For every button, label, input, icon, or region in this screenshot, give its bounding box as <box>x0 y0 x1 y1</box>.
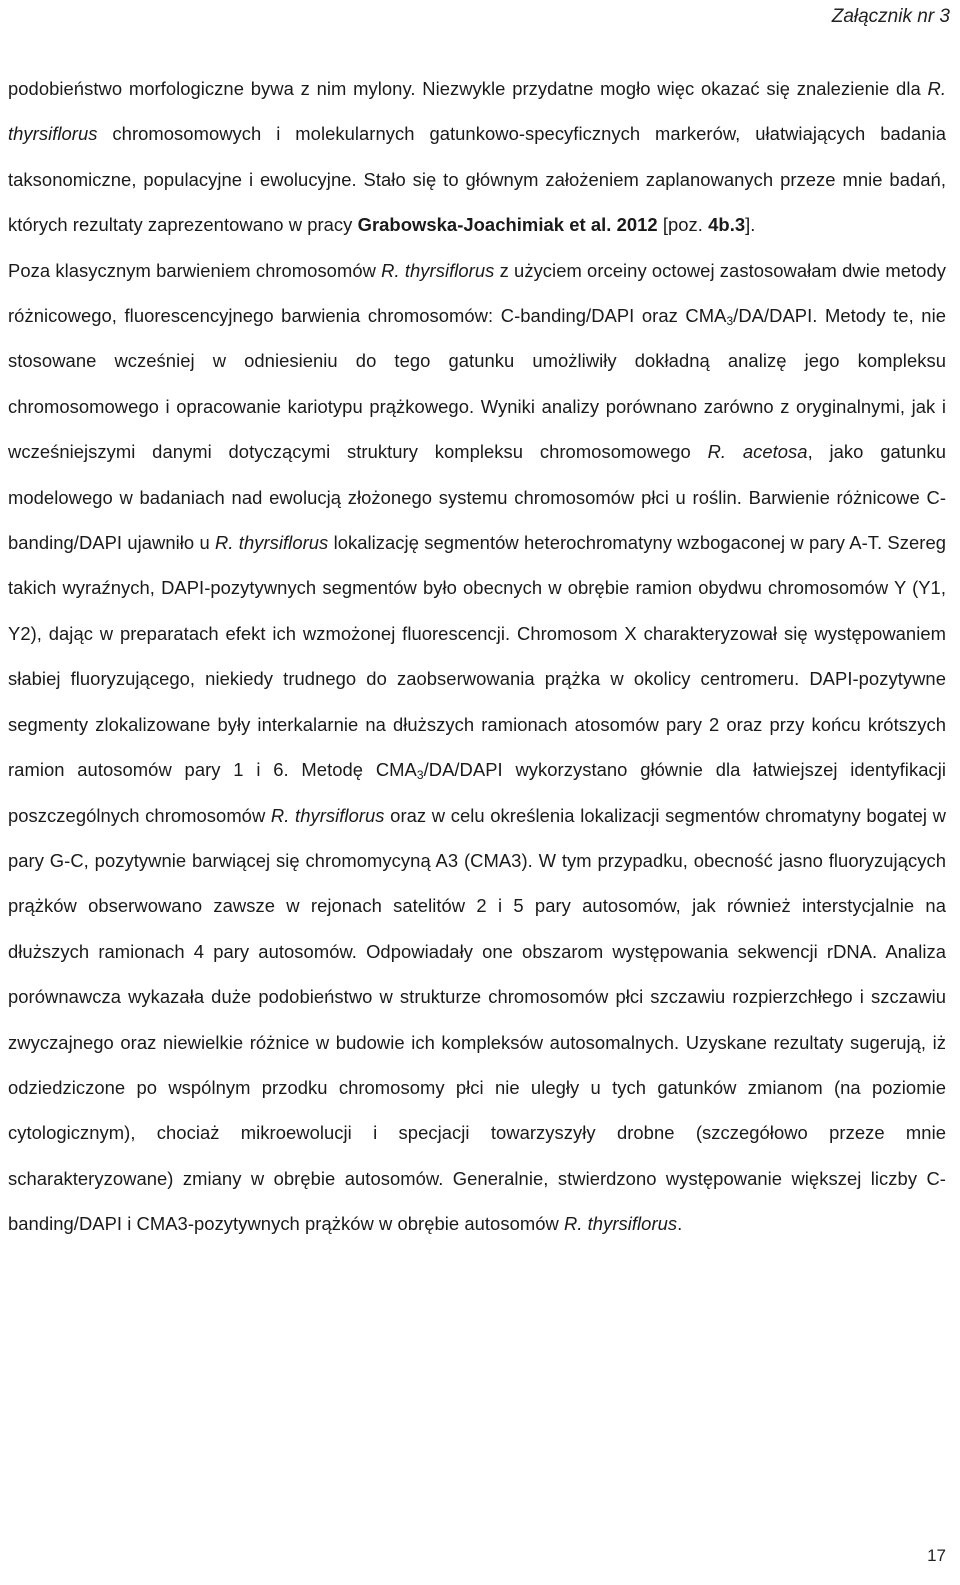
species-name: R. thyrsiflorus <box>381 259 495 281</box>
text-run: , jako gatunku modelowego w badaniach nad ewolucją złożonego systemu chromosomów płci u roślin. Barwienie różnicowe C-banding/DAPI ujawniło u <box>8 441 946 554</box>
text-run: z użyciem orceiny octowej zastosowałam dwie metody różnicowego, fluorescencyjnego barwienia chromosomów: C-banding/DAPI oraz CMA <box>8 259 946 327</box>
subscript: 3 <box>416 768 424 783</box>
species-name: R. thyrsiflorus <box>564 1213 678 1235</box>
paragraph-2 <box>8 248 946 1247</box>
species-name: R. acetosa <box>707 441 808 463</box>
species-name: R. thyrsiflorus <box>215 532 329 554</box>
citation-authors: Grabowska-Joachimiak et al. 2012 <box>357 214 658 236</box>
text-run: . <box>677 1213 683 1235</box>
paragraph-1 <box>8 66 946 248</box>
citation-bracket: [poz. <box>657 214 709 236</box>
main-text <box>8 66 946 1247</box>
page-header: Załącznik nr 3 <box>831 6 950 27</box>
species-name: R. thyrsiflorus <box>8 78 946 145</box>
text-run: /DA/DAPI. Metody te, nie stosowane wcześniej w odniesieniu do tego gatunku umożliwiły dokładną analizę jego kompleksu chromosomowego i opracowanie kariotypu prążkowego. Wyniki analizy porównano zarówno z oryginalnymi, jak i wcześniejszymi danymi dotyczącymi struktury kompleksu chromosomowego <box>8 305 946 463</box>
citation-bracket: ]. <box>745 214 756 236</box>
text-run: /DA/DAPI wykorzystano głównie dla łatwiejszej identyfikacji poszczególnych chromosomów <box>8 759 946 826</box>
citation-position: 4b.3 <box>708 214 746 236</box>
text-run: chromosomowych i molekularnych gatunkowo-specyficznych markerów, ułatwiających badania taksonomiczne, populacyjne i ewolucyjne. Stało się to głównym założeniem zaplanowanych przeze mnie badań, których rezultaty zaprezentowano w pracy <box>8 123 946 236</box>
text-run: oraz w celu określenia lokalizacji segmentów chromatyny bogatej w pary G-C, pozytywnie barwiącej się chromomycyną A3 (CMA3). W tym przypadku, obecność jasno fluoryzujących prążków obserwowano zawsze w rejonach satelitów 2 i 5 pary autosomów, jak również interstycjalnie na dłuższych ramionach 4 pary autosomów. Odpowiadały one obszarom występowania sekwencji rDNA. Analiza porównawcza wykazała duże podobieństwo w strukturze chromosomów płci szczawiu rozpierzchłego i szczawiu zwyczajnego oraz niewielkie różnice w budowie ich kompleksów autosomalnych. Uzyskane rezultaty sugerują, iż odziedziczone po wspólnym przodku chromosomy płci nie uległy u tych gatunków zmianom (na poziomie cytologicznym), chociaż mikroewolucji i specjacji towarzyszyły drobne (szczegółowo przeze mnie scharakteryzowane) zmiany w obrębie autosomów. Generalnie, stwierdzono występowanie większej liczby C-banding/DAPI i CMA3-pozytywnych prążków w obrębie autosomów <box>8 804 946 1235</box>
species-name: R. thyrsiflorus <box>270 804 385 826</box>
text-run: lokalizację segmentów heterochromatyny wzbogaconej w pary A-T. Szereg takich wyraźnych, DAPI-pozytywnych segmentów było obecnych w obrębie ramion obydwu chromosomów Y (Y1, Y2), dając w preparatach efekt ich wzmożonej fluorescencji. Chromosom X charakteryzował się występowaniem słabiej fluoryzującego, niekiedy trudnego do zaobserwowania prążka w okolicy centromeru. DAPI-pozytywne segmenty zlokalizowane były interkalarnie na dłuższych ramionach atosomów pary 2 oraz przy końcu krótszych ramion autosomów pary 1 i 6. Metodę CMA <box>8 532 946 781</box>
subscript: 3 <box>726 314 734 329</box>
text-run: Poza klasycznym barwieniem chromosomów <box>8 259 382 281</box>
text-run: podobieństwo morfologiczne bywa z nim mylony. Niezwykle przydatne mogło więc okazać się znalezienie dla <box>8 78 928 99</box>
page-number: 17 <box>927 1546 946 1565</box>
